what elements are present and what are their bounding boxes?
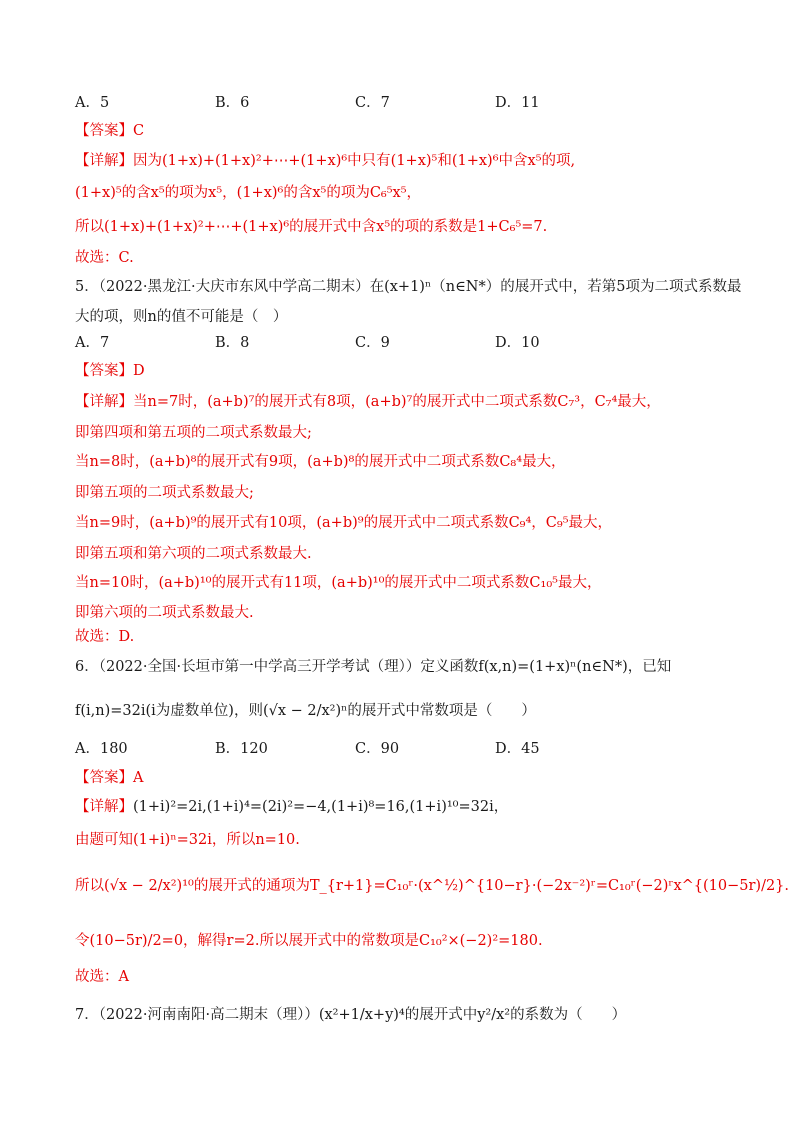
- choice-a: A．7: [75, 335, 110, 351]
- choice-c: C．90: [355, 741, 400, 757]
- q4-detail-line3: 所以(1+x)+(1+x)²+⋯+(1+x)⁶的展开式中含x⁵的项的系数是1+C₆⁵=7.: [75, 219, 548, 235]
- detail-text: (1+i)²=2i,(1+i)⁴=(2i)²=−4,(1+i)⁸=16,(1+i)¹⁰=32i，: [133, 799, 509, 815]
- q4-conclusion: 故选：C.: [75, 250, 134, 266]
- q6-stem-line2: f(i,n)=32i(i为虚数单位)，则(√x − 2/x²)ⁿ的展开式中常数项是（ ）: [75, 703, 536, 719]
- q5-detail-line4: 即第五项的二项式系数最大;: [75, 485, 254, 501]
- q5-detail-line7: 当n=10时，(a+b)¹⁰的展开式有11项，(a+b)¹⁰的展开式中二项式系数C₁₀⁵最大，: [75, 575, 602, 591]
- q5-detail-line3: 当n=8时，(a+b)⁸的展开式有9项，(a+b)⁸的展开式中二项式系数C₈⁴最大，: [75, 454, 566, 470]
- answer-tag: 【答案】: [75, 363, 133, 379]
- choice-a: A．180: [75, 741, 128, 757]
- answer-value: A: [133, 770, 144, 786]
- choice-c: C．7: [355, 95, 390, 111]
- q5-answer: [75, 360, 145, 382]
- q6-choices: [75, 738, 675, 760]
- q5-detail-line1: [75, 391, 661, 413]
- q5-choices: [75, 332, 675, 354]
- detail-text: 当n=7时，(a+b)⁷的展开式有8项，(a+b)⁷的展开式中二项式系数C₇³，C₇⁴最大，: [133, 394, 661, 410]
- choice-d: D．10: [495, 335, 540, 351]
- q6-detail-line1: [75, 796, 508, 818]
- answer-value: C: [133, 123, 145, 139]
- detail-tag: 【详解】: [75, 394, 133, 410]
- q6-conclusion: 故选：A: [75, 969, 129, 985]
- detail-tag: 【详解】: [75, 153, 133, 169]
- answer-tag: 【答案】: [75, 123, 133, 139]
- choice-b: B．8: [215, 335, 250, 351]
- choice-c: C．9: [355, 335, 390, 351]
- q5-detail-line2: 即第四项和第五项的二项式系数最大;: [75, 425, 312, 441]
- q4-answer: [75, 120, 144, 142]
- q5-detail-line8: 即第六项的二项式系数最大.: [75, 605, 254, 621]
- q6-detail-line2: 由题可知(1+i)ⁿ=32i，所以n=10.: [75, 832, 300, 848]
- answer-value: D: [133, 363, 145, 379]
- detail-text: 因为(1+x)+(1+x)²+⋯+(1+x)⁶中只有(1+x)⁵和(1+x)⁶中含x⁵的项,: [133, 153, 576, 169]
- choice-d: D．11: [495, 95, 540, 111]
- choice-a: A．5: [75, 95, 110, 111]
- q4-choices: [75, 92, 675, 114]
- q6-stem-line1: 6．（2022·全国·长垣市第一中学高三开学考试（理））定义函数f(x,n)=(1+x)ⁿ(n∈N*)，已知: [75, 659, 672, 675]
- q6-answer: [75, 767, 143, 789]
- q6-detail-line4: 令(10−5r)/2=0，解得r=2.所以展开式中的常数项是C₁₀²×(−2)²=180.: [75, 933, 543, 949]
- q5-detail-line6: 即第五项和第六项的二项式系数最大.: [75, 546, 312, 562]
- q5-stem-line2: 大的项，则n的值不可能是（ ）: [75, 309, 288, 325]
- detail-tag: 【详解】: [75, 799, 133, 815]
- choice-d: D．45: [495, 741, 540, 757]
- q4-detail-line2: (1+x)⁵的含x⁵的项为x⁵，(1+x)⁶的含x⁵的项为C₆⁵x⁵，: [75, 185, 422, 201]
- q7-stem-line1: 7．（2022·河南南阳·高二期末（理））(x²+1/x+y)⁴的展开式中y²/x²的系数为（ ）: [75, 1007, 627, 1023]
- choice-b: B．6: [215, 95, 250, 111]
- choice-b: B．120: [215, 741, 268, 757]
- answer-tag: 【答案】: [75, 770, 133, 786]
- q6-detail-line3: 所以(√x − 2/x²)¹⁰的展开式的通项为T_{r+1}=C₁₀ʳ·(x^½)^{10−r}·(−2x⁻²)ʳ=C₁₀ʳ(−2)ʳx^{(10−5r)/2}.: [75, 878, 790, 894]
- q5-stem-line1: 5．（2022·黑龙江·大庆市东风中学高二期末）在(x+1)ⁿ（n∈N*）的展开式中，若第5项为二项式系数最: [75, 279, 742, 295]
- q5-detail-line5: 当n=9时，(a+b)⁹的展开式有10项，(a+b)⁹的展开式中二项式系数C₉⁴，C₉⁵最大，: [75, 515, 613, 531]
- q5-conclusion: 故选：D.: [75, 629, 135, 645]
- q4-detail-line1: [75, 150, 575, 172]
